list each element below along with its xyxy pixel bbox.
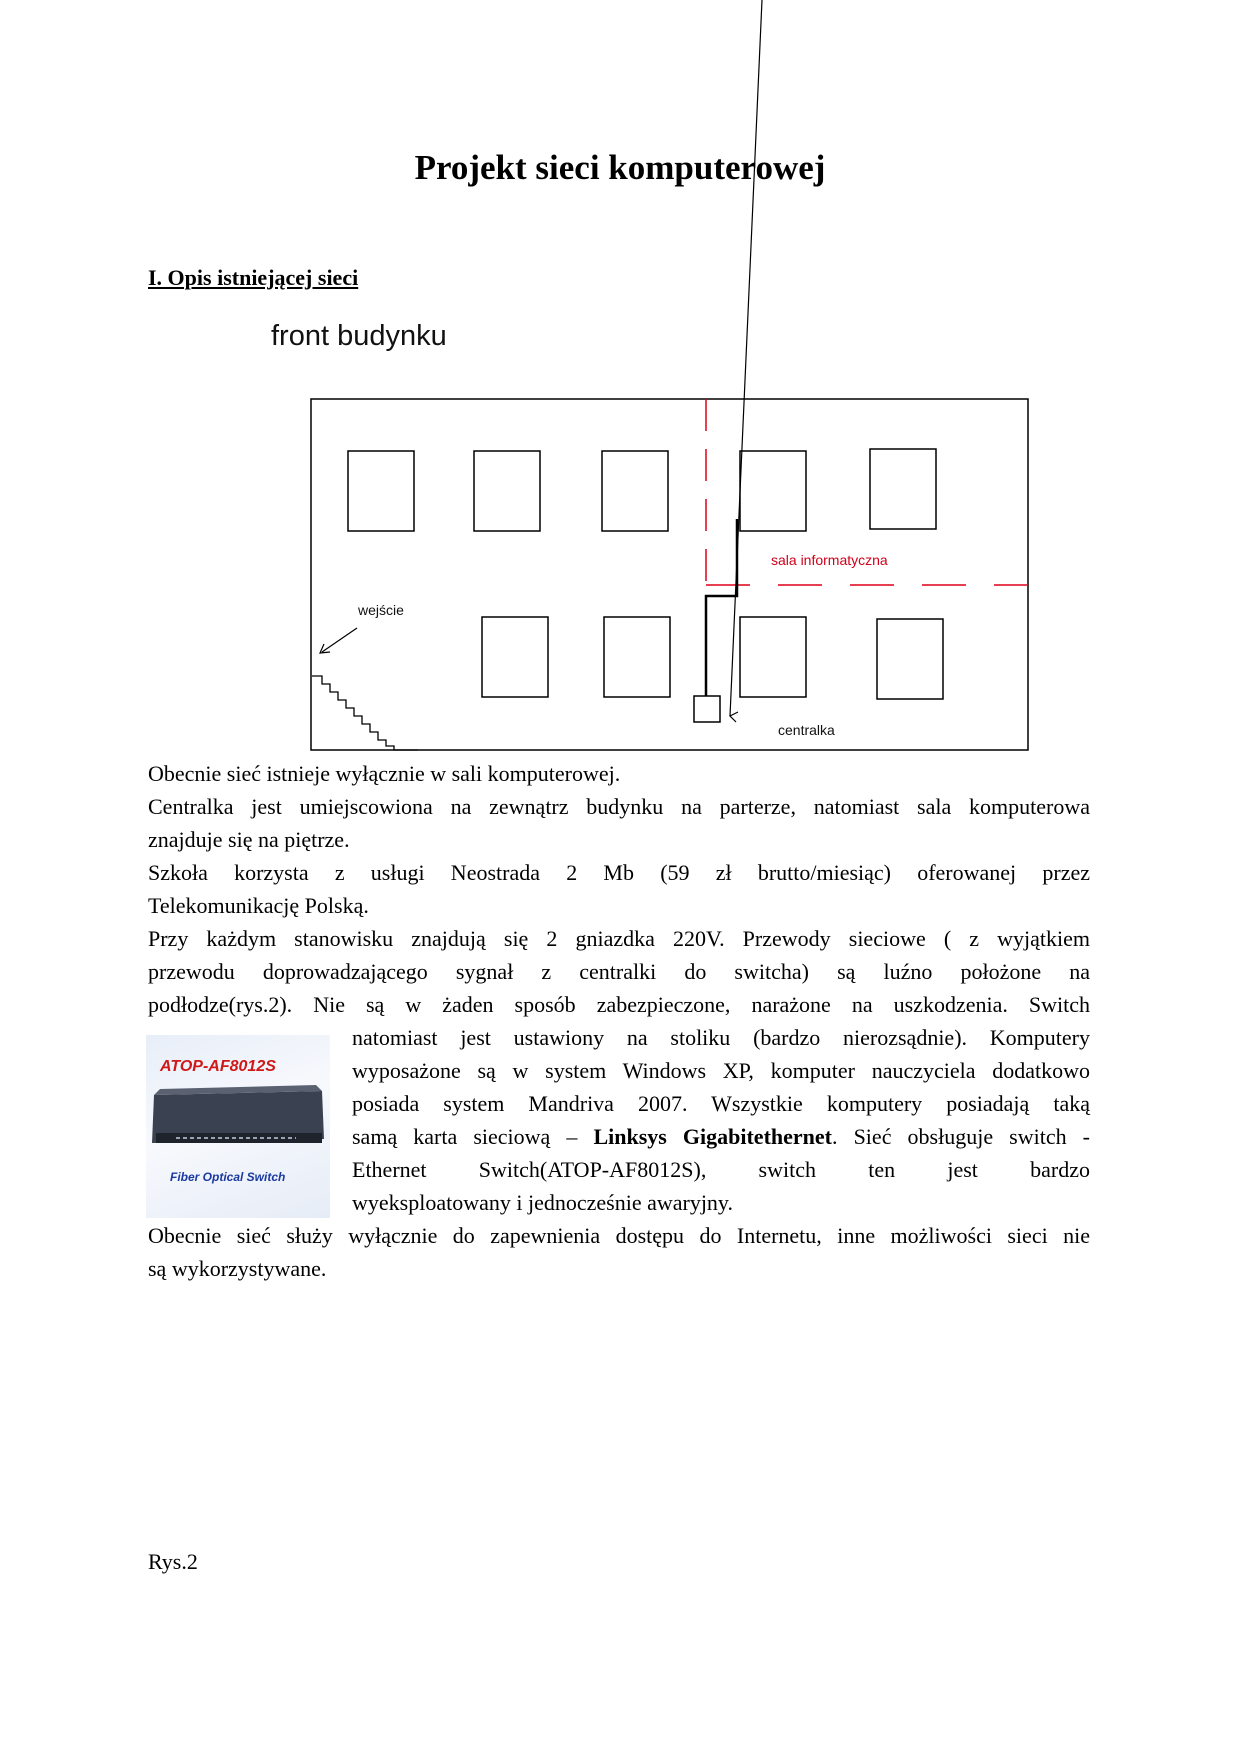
paragraph-4-wrap-3: posiada system Mandriva 2007. Wszystkie komputery posiadają taką [352, 1091, 1090, 1116]
paragraph-3-line-2: Telekomunikację Polską. [148, 893, 369, 918]
paragraph-2-line-2: znajduje się na piętrze. [148, 827, 350, 852]
room-box [482, 617, 548, 697]
paragraph-5-line-1: Obecnie sieć służy wyłącznie do zapewnienia dostępu do Internetu, inne możliwości sieci nie [148, 1223, 1090, 1248]
room-box [870, 449, 936, 529]
paragraph-4-line-3: podłodze(rys.2). Nie są w żaden sposób zabezpieczone, narażone na uszkodzenia. Switch [148, 992, 1090, 1017]
document-title: Projekt sieci komputerowej [414, 148, 826, 187]
paragraph-3-line-1: Szkoła korzysta z usługi Neostrada 2 Mb (59 zł brutto/miesiąc) oferowanej przez [148, 860, 1090, 885]
entrance-label: wejście [358, 602, 404, 618]
exchange-arrow-head [730, 712, 738, 722]
room-box [740, 451, 806, 531]
exchange-box [694, 696, 720, 722]
photo-model-label: ATOP-AF8012S [160, 1058, 276, 1075]
paragraph-4-wrap-2: wyposażone są w system Windows XP, komputer nauczyciela dodatkowo [352, 1058, 1090, 1083]
room-box [877, 619, 943, 699]
staircase [312, 676, 418, 750]
room-box [604, 617, 670, 697]
figure-caption: Rys.2 [148, 1549, 198, 1574]
entrance-arrow-head [320, 644, 330, 653]
room-box [740, 617, 806, 697]
switch-device-image [146, 1035, 330, 1218]
paragraph-4-wrap-5: Ethernet Switch(ATOP-AF8012S), switch ten jest bardzo [352, 1157, 1090, 1182]
paragraph-4-wrap-1: natomiast jest ustawiony na stoliku (bardzo nierozsądnie). Komputery [352, 1025, 1090, 1050]
paragraph-5-line-2: są wykorzystywane. [148, 1256, 327, 1281]
exchange-label: centralka [778, 722, 835, 738]
paragraph-4-line-1: Przy każdym stanowisku znajdują się 2 gniazdka 220V. Przewody sieciowe ( z wyjątkiem [148, 926, 1090, 951]
text-run: samą karta sieciową – [352, 1124, 594, 1149]
exchange-arrow [730, 0, 762, 716]
room-box [474, 451, 540, 531]
floor-plan-diagram [0, 0, 1240, 760]
paragraph-4-wrap-4 [352, 1120, 1090, 1153]
front-label: front budynku [271, 320, 447, 352]
paragraph-1: Obecnie sieć istnieje wyłącznie w sali komputerowej. [148, 761, 621, 786]
lab-label: sala informatyczna [771, 552, 888, 568]
photo-caption: Fiber Optical Switch [170, 1170, 286, 1184]
section-heading: I. Opis istniejącej sieci [148, 265, 359, 290]
text-run: . Sieć obsługuje switch - [832, 1124, 1090, 1149]
paragraph-4-wrap-6: wyeksploatowany i jednocześnie awaryjny. [352, 1190, 734, 1215]
entrance-arrow [322, 628, 357, 652]
paragraph-4-line-2: przewodu doprowadzającego sygnał z centralki do switcha) są luźno położone na [148, 959, 1090, 984]
paragraph-2-line-1: Centralka jest umiejscowiona na zewnątrz budynku na parterze, natomiast sala komputerowa [148, 794, 1090, 819]
network-card-name: Linksys Gigabitethernet [593, 1124, 832, 1149]
room-box [602, 451, 668, 531]
room-box [348, 451, 414, 531]
switch-photo [146, 1035, 330, 1218]
